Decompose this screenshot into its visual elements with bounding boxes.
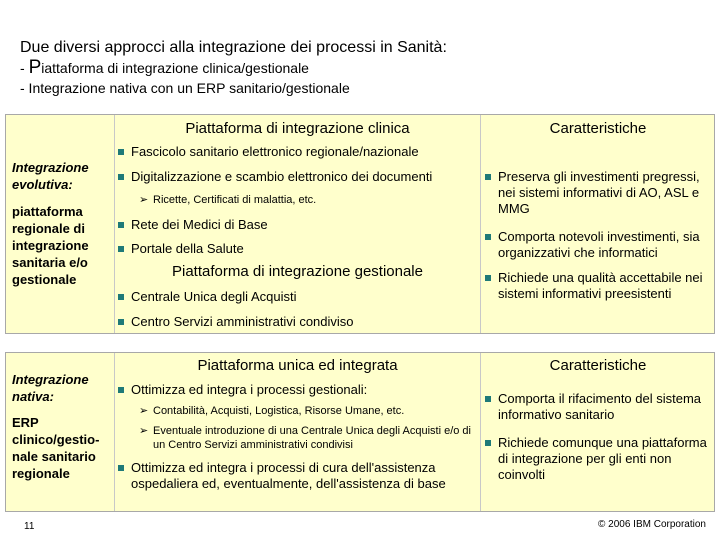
sub-bullet-item	[139, 404, 475, 418]
right-bullet-item	[485, 435, 713, 483]
bullet-square-icon	[485, 440, 491, 446]
bullet-text: Ottimizza ed integra i processi di cura dell'assistenza ospedaliera ed, eventualmente, dell'assistenza di base	[131, 460, 446, 491]
bullet-square-icon	[118, 222, 124, 228]
sub-bullet-item	[139, 424, 477, 452]
side-title: Integrazione evolutiva:	[12, 160, 89, 192]
column-header-left: Piattaforma unica ed integrata	[197, 357, 398, 374]
sub-bullet-item	[139, 193, 469, 207]
column-header-right: Caratteristiche	[549, 120, 647, 137]
bullet-item	[118, 314, 478, 330]
bullet-text: Comporta il rifacimento del sistema informativo sanitario	[498, 391, 702, 422]
side-body: ERP clinico/gestio-nale sanitario regionale	[12, 415, 100, 481]
arrow-icon: ➢	[139, 405, 149, 417]
bullet-text: Fascicolo sanitario elettronico regionale/nazionale	[131, 144, 419, 159]
side-body: piattaforma regionale di integrazione sanitaria e/o gestionale	[12, 204, 89, 287]
divider-right	[480, 353, 481, 511]
bullet-square-icon	[485, 275, 491, 281]
bullet-square-icon	[118, 149, 124, 155]
arrow-icon: ➢	[139, 194, 149, 206]
bullet-text: Richiede comunque una piattaforma di integrazione per gli enti non coinvolti	[498, 435, 707, 482]
divider-right	[480, 115, 481, 333]
bullet-item	[118, 241, 478, 257]
bullet-item	[118, 144, 478, 160]
slide-title: Due diversi approcci alla integrazione dei processi in Sanità:	[20, 39, 447, 56]
bullet-text: Comporta notevoli investimenti, sia organizzativi che informatici	[498, 229, 700, 260]
subtitle-line-1	[20, 58, 710, 78]
column-header-left: Piattaforma di integrazione clinica	[185, 120, 410, 137]
bullet-square-icon	[118, 174, 124, 180]
bullet-text: Ottimizza ed integra i processi gestionali:	[131, 382, 368, 397]
bullet-square-icon	[485, 234, 491, 240]
bullet-text: Digitalizzazione e scambio elettronico dei documenti	[131, 169, 433, 184]
bullet-square-icon	[118, 465, 124, 471]
bullet-square-icon	[485, 174, 491, 180]
bullet-item	[118, 382, 478, 398]
side-title: Integrazione nativa:	[12, 372, 89, 404]
column-subheader: Piattaforma di integrazione gestionale	[172, 263, 423, 280]
right-bullet-item	[485, 169, 713, 217]
bullet-square-icon	[118, 294, 124, 300]
sub-bullet-text: Eventuale introduzione di una Centrale Unica degli Acquisti e/o di un Centro Servizi amministrativi condivisi	[153, 425, 471, 451]
bullet-text: Centrale Unica degli Acquisti	[131, 289, 297, 304]
bullet-text: Centro Servizi amministrativi condiviso	[131, 314, 354, 329]
bullet-item	[118, 289, 478, 305]
slide-header	[20, 38, 710, 98]
subtitle-initial: P	[28, 57, 42, 78]
bullet-text: Richiede una qualità accettabile nei sistemi informativi preesistenti	[498, 270, 703, 301]
bullet-item	[118, 169, 478, 185]
sub-bullet-text: Ricette, Certificati di malattia, etc.	[153, 194, 317, 206]
bullet-text: Rete dei Medici di Base	[131, 217, 268, 232]
right-bullet-item	[485, 229, 713, 261]
column-header-right: Caratteristiche	[549, 357, 647, 374]
bullet-square-icon	[485, 396, 491, 402]
copyright-notice: © 2006 IBM Corporation	[598, 519, 706, 530]
bullet-square-icon	[118, 246, 124, 252]
sub-bullet-text: Contabilità, Acquisti, Logistica, Risorse Umane, etc.	[153, 405, 405, 417]
bullet-square-icon	[118, 319, 124, 325]
divider-left	[114, 353, 115, 511]
panel-integrazione-nativa	[5, 352, 715, 512]
page-number: 11	[24, 521, 35, 532]
panel-integrazione-evolutiva	[5, 114, 715, 334]
bullet-item	[118, 217, 478, 233]
bullet-square-icon	[118, 387, 124, 393]
subtitle-rest: iattaforma di integrazione clinica/gestionale	[41, 60, 309, 76]
divider-left	[114, 115, 115, 333]
right-bullet-item	[485, 391, 713, 423]
bullet-text: Portale della Salute	[131, 241, 244, 256]
right-bullet-item	[485, 270, 713, 302]
bullet-item	[118, 460, 478, 492]
arrow-icon: ➢	[139, 425, 149, 437]
slide-footer	[0, 512, 720, 540]
bullet-text: Preserva gli investimenti pregressi, nei sistemi informativi di AO, ASL e MMG	[498, 169, 700, 216]
subtitle-line-2: - Integrazione nativa con un ERP sanitario/gestionale	[20, 80, 350, 96]
subtitle-prefix: -	[20, 60, 29, 76]
